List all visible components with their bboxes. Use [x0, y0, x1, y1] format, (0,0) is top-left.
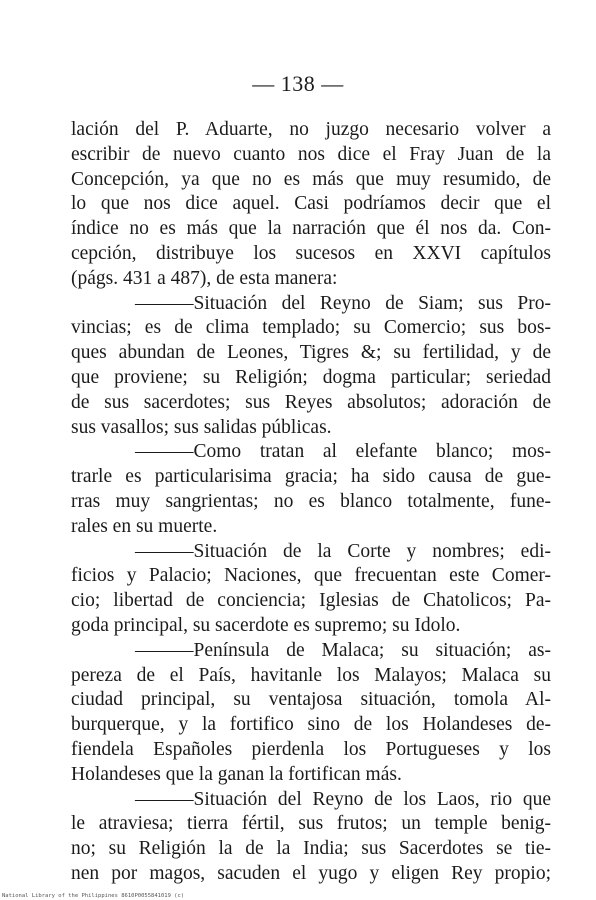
- text-line: ———Península de Malaca; su situación; as-: [135, 639, 551, 661]
- text-line: lo que nos dice aquel. Casi podríamos decir que el: [71, 193, 551, 215]
- text-line: ———Situación de la Corte y nombres; edi-: [135, 540, 551, 562]
- text-line: trarle es particularisima gracia; ha sido causa de gue-: [71, 466, 551, 488]
- text-line: Holandeses que la ganan la fortifican más.: [71, 763, 402, 785]
- text-line: ———Como tratan al elefante blanco; mos-: [135, 441, 551, 463]
- text-line: pereza de el País, havitanle los Malayos; Malaca su: [71, 664, 551, 686]
- library-credit: National Library of the Philippines 8610P0055841019 (c): [2, 893, 185, 899]
- text-line: ciudad principal, su ventajosa situación, tomola Al-: [71, 689, 551, 711]
- text-line: (págs. 431 a 487), de esta manera:: [71, 267, 338, 289]
- text-line: burquerque, y la fortifico sino de los Holandeses de-: [71, 714, 551, 736]
- text-line: goda principal, su sacerdote es supremo; su Idolo.: [71, 614, 461, 636]
- text-line: ———Situación del Reyno de los Laos, rio que: [135, 788, 551, 810]
- text-line: no; su Religión la de la India; sus Sacerdotes se tie-: [71, 838, 551, 860]
- text-line: ———Situación del Reyno de Siam; sus Pro-: [135, 292, 551, 314]
- text-line: sus vasallos; sus salidas públicas.: [71, 416, 332, 438]
- text-line: ficios y Palacio; Naciones, que frecuentan este Comer-: [71, 565, 551, 587]
- text-line: lación del P. Aduarte, no juzgo necesario volver a: [71, 119, 551, 140]
- body-text: [71, 118, 551, 887]
- text-line: rras muy sangrientas; no es blanco totalmente, fune-: [71, 490, 551, 512]
- text-line: de sus sacerdotes; sus Reyes absolutos; adoración de: [71, 391, 551, 413]
- text-line: índice no es más que la narración que él nos da. Con-: [71, 218, 551, 240]
- text-line: vincias; es de clima templado; su Comercio; sus bos-: [71, 317, 551, 339]
- text-line: nen por magos, sacuden el yugo y eligen Rey propio;: [71, 862, 551, 884]
- page-number: — 138 —: [252, 71, 344, 96]
- text-line: cepción, distribuye los sucesos en XXVI capítulos: [71, 242, 551, 264]
- text-line: cio; libertad de conciencia; Iglesias de Chatolicos; Pa-: [71, 590, 551, 612]
- text-line: fiendela Españoles pierdenla los Portugueses y los: [71, 738, 551, 760]
- text-line: rales en su muerte.: [71, 515, 218, 537]
- text-line: ques abundan de Leones, Tigres &; su fertilidad, y de: [71, 342, 551, 364]
- text-line: Concepción, ya que no es más que muy resumido, de: [71, 168, 551, 190]
- text-line: que proviene; su Religión; dogma particular; seriedad: [71, 366, 551, 388]
- text-line: escribir de nuevo cuanto nos dice el Fray Juan de la: [71, 143, 551, 165]
- text-line: le atraviesa; tierra fértil, sus frutos; un temple benig-: [71, 813, 551, 835]
